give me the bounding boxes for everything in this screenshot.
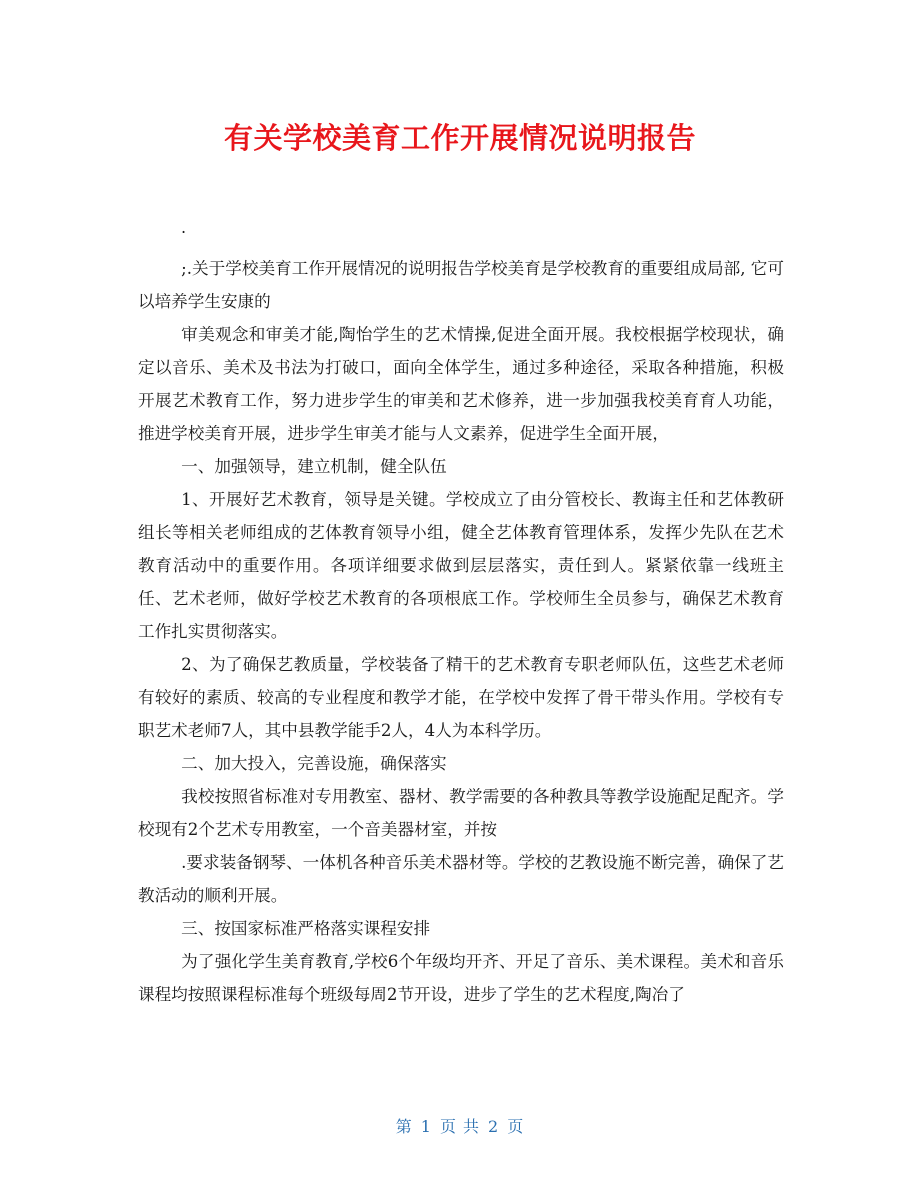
section-heading: 三、按国家标准严格落实课程安排	[181, 919, 431, 938]
paragraph: 我校按照省标准对专用教室、器材、教学需要的各种教具等教学设施配足配齐。学校现有2个艺术专用教室，一个音美器材室，并按	[138, 787, 784, 839]
paragraph: 2、为了确保艺教质量，学校装备了精干的艺术教育专职老师队伍，这些艺术老师有较好的素质、较高的专业程度和教学才能，在学校中发挥了骨干带头作用。学校有专职艺术老师7人，其中县教学能手2人，4人为本科学历。	[138, 655, 784, 740]
document-body	[138, 252, 784, 1011]
page-footer	[0, 1114, 920, 1137]
paragraph: 1、开展好艺术教育，领导是关键。学校成立了由分管校长、教诲主任和艺体教研组长等相关老师组成的艺体教育领导小组，健全艺体教育管理体系，发挥少先队在艺术教育活动中的重要作用。各项详细要求做到层层落实，责任到人。紧紧依靠一线班主任、艺术老师，做好学校艺术教育的各项根底工作。学校师生全员参与，确保艺术教育工作扎实贯彻落实。	[138, 490, 784, 641]
footer-total-pages: 2	[488, 1117, 500, 1136]
paragraph: 审美观念和审美才能,陶怡学生的艺术情操,促进全面开展。我校根据学校现状，确定以音乐、美术及书法为打破口，面向全体学生，通过多种途径，采取各种措施，积极开展艺术教育工作，努力进步学生的审美和艺术修养，进一步加强我校美育育人功能，推进学校美育开展，进步学生审美才能与人文素养，促进学生全面开展，	[138, 325, 784, 443]
footer-page-number: 1	[420, 1117, 432, 1136]
lead-mark: .	[181, 218, 187, 237]
footer-prefix: 第	[395, 1117, 413, 1136]
paragraph: .要求装备钢琴、一体机各种音乐美术器材等。学校的艺教设施不断完善，确保了艺教活动的顺利开展。	[138, 853, 784, 905]
document-title: 有关学校美育工作开展情况说明报告	[223, 121, 696, 155]
footer-mid: 页 共	[439, 1117, 481, 1136]
footer-suffix: 页	[507, 1117, 525, 1136]
section-heading: 二、加大投入，完善设施，确保落实	[181, 754, 447, 773]
paragraph: 为了强化学生美育教育,学校6个年级均开齐、开足了音乐、美术课程。美术和音乐课程均按照课程标准每个班级每周2节开设，进步了学生的艺术程度,陶冶了	[138, 952, 784, 1004]
paragraph: ;.关于学校美育工作开展情况的说明报告学校美育是学校教育的重要组成局部, 它可以培养学生安康的	[138, 259, 784, 311]
section-heading: 一、加强领导，建立机制，健全队伍	[181, 457, 447, 476]
